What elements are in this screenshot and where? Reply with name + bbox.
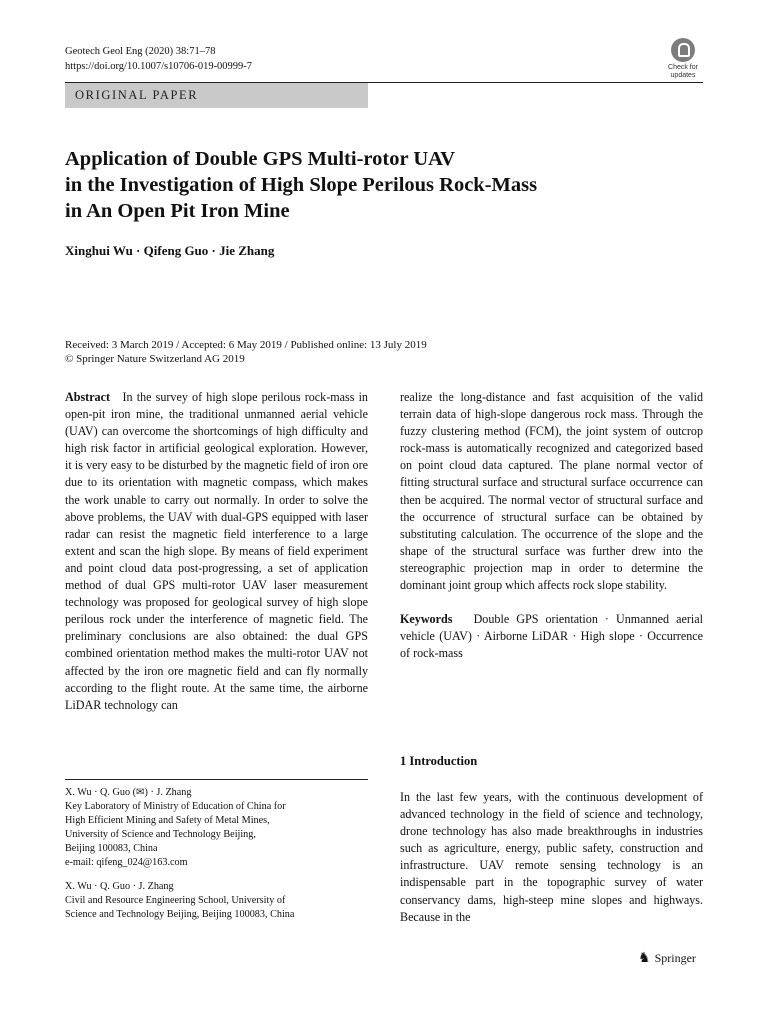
publication-dates — [65, 338, 427, 366]
journal-citation: Geotech Geol Eng (2020) 38:71–78 — [65, 46, 216, 57]
footnote-rule — [65, 779, 368, 780]
affiliation-block-2 — [65, 880, 368, 922]
affiliation-line: X. Wu · Q. Guo · J. Zhang — [65, 881, 174, 892]
author-affiliations — [65, 786, 368, 922]
paper-type-banner: ORIGINAL PAPER — [65, 83, 368, 108]
check-for-updates-badge[interactable] — [663, 38, 703, 80]
doi-link[interactable]: https://doi.org/10.1007/s10706-019-00999-7 — [65, 61, 253, 72]
abstract-text-right: realize the long-distance and fast acquisition of the valid terrain data of high-slope dangerous rock mass. Through the fuzzy clustering method (FCM), the joint system of outcrop rock-mass is automatically recognized and categorized based on point cloud data captured. The plane normal vector of fitting structural surface and structural surface occurrence can then be acquired. The normal vector of structural surface and the occurrence of structural surface can be obtained by substituting calculation. The occurrence of the slope and the shape of the structural surface was further drew into the stereographic projection map in order to determine the dominant joint group which affects rock slope stability. — [400, 390, 703, 593]
check-updates-text: Check for updates — [668, 64, 698, 79]
springer-horse-icon: ♞ — [638, 951, 651, 966]
affiliation-line: University of Science and Technology Beijing, — [65, 829, 256, 840]
title-line: Application of Double GPS Multi-rotor UAV — [65, 148, 456, 170]
authors: Xinghui Wu · Qifeng Guo · Jie Zhang — [65, 243, 275, 258]
abstract-left-column — [65, 389, 368, 714]
title-line: in the Investigation of High Slope Perilous Rock-Mass — [65, 174, 538, 196]
section-heading-introduction: 1 Introduction — [400, 754, 478, 768]
publisher-name: Springer — [654, 951, 696, 965]
affiliation-line: Key Laboratory of Ministry of Education of China for — [65, 801, 286, 812]
copyright-line: © Springer Nature Switzerland AG 2019 — [65, 353, 245, 365]
title-line: in An Open Pit Iron Mine — [65, 200, 290, 222]
abstract-right-column — [400, 389, 703, 662]
keywords — [400, 611, 703, 662]
affiliation-line: Civil and Resource Engineering School, University of — [65, 895, 286, 906]
paper-title — [65, 146, 705, 224]
keywords-label: Keywords — [400, 612, 453, 627]
email-line[interactable]: e-mail: qifeng_024@163.com — [65, 857, 188, 868]
keywords-text: Double GPS orientation · Unmanned aerial vehicle (UAV) · Airborne LiDAR · High slope · Occurrence of rock-mass — [400, 612, 703, 661]
affiliation-line: X. Wu · Q. Guo (✉) · J. Zhang — [65, 787, 192, 798]
abstract-label: Abstract — [65, 390, 111, 404]
affiliation-line: Beijing 100083, China — [65, 843, 158, 854]
affiliation-line: High Efficient Mining and Safety of Metal Mines, — [65, 815, 270, 826]
publisher-mark — [638, 950, 696, 967]
affiliation-block-1 — [65, 786, 368, 870]
dates-line: Received: 3 March 2019 / Accepted: 6 May 2019 / Published online: 13 July 2019 — [65, 339, 427, 351]
journal-header — [65, 44, 252, 74]
introduction-text: In the last few years, with the continuous development of advanced technology in the field of science and technology, drone technology has also made breakthroughs in industries such as agriculture, energy, public safety, construction and infrastructure. UAV remote sensing technology is an indispensable part in the topographic survey of water conservancy dams, high-steep mine slopes and highways. Because in the — [400, 790, 703, 924]
abstract-text-left: In the survey of high slope perilous rock-mass in open-pit iron mine, the traditional unmanned aerial vehicle (UAV) can overcome the shortcomings of high difficulty and high risk factor in artificial geological exploration. However, it is very easy to be disturbed by the magnetic field of iron ore due to its orientation with magnetic compass, which makes the work unable to carry out normally. In order to solve the above problems, the UAV with dual-GPS equipped with laser radar can resist the magnetic field interference to a large extent and scan the high slope. By means of field experiment and point cloud data post-progressing, a set of application method of dual GPS multi-rotor UAV laser measurement technology was proposed for geological survey of high slope perilous rock under the interference of magnetic field. The preliminary conclusions are also obtained: the dual GPS combined orientation method makes the multi-rotor UAV not affected by the iron ore magnetic field and can fly normally according to the flight route. At the same time, the airborne LiDAR technology can — [65, 390, 368, 712]
bookmark-icon — [671, 38, 695, 62]
affiliation-line: Science and Technology Beijing, Beijing 100083, China — [65, 909, 295, 920]
